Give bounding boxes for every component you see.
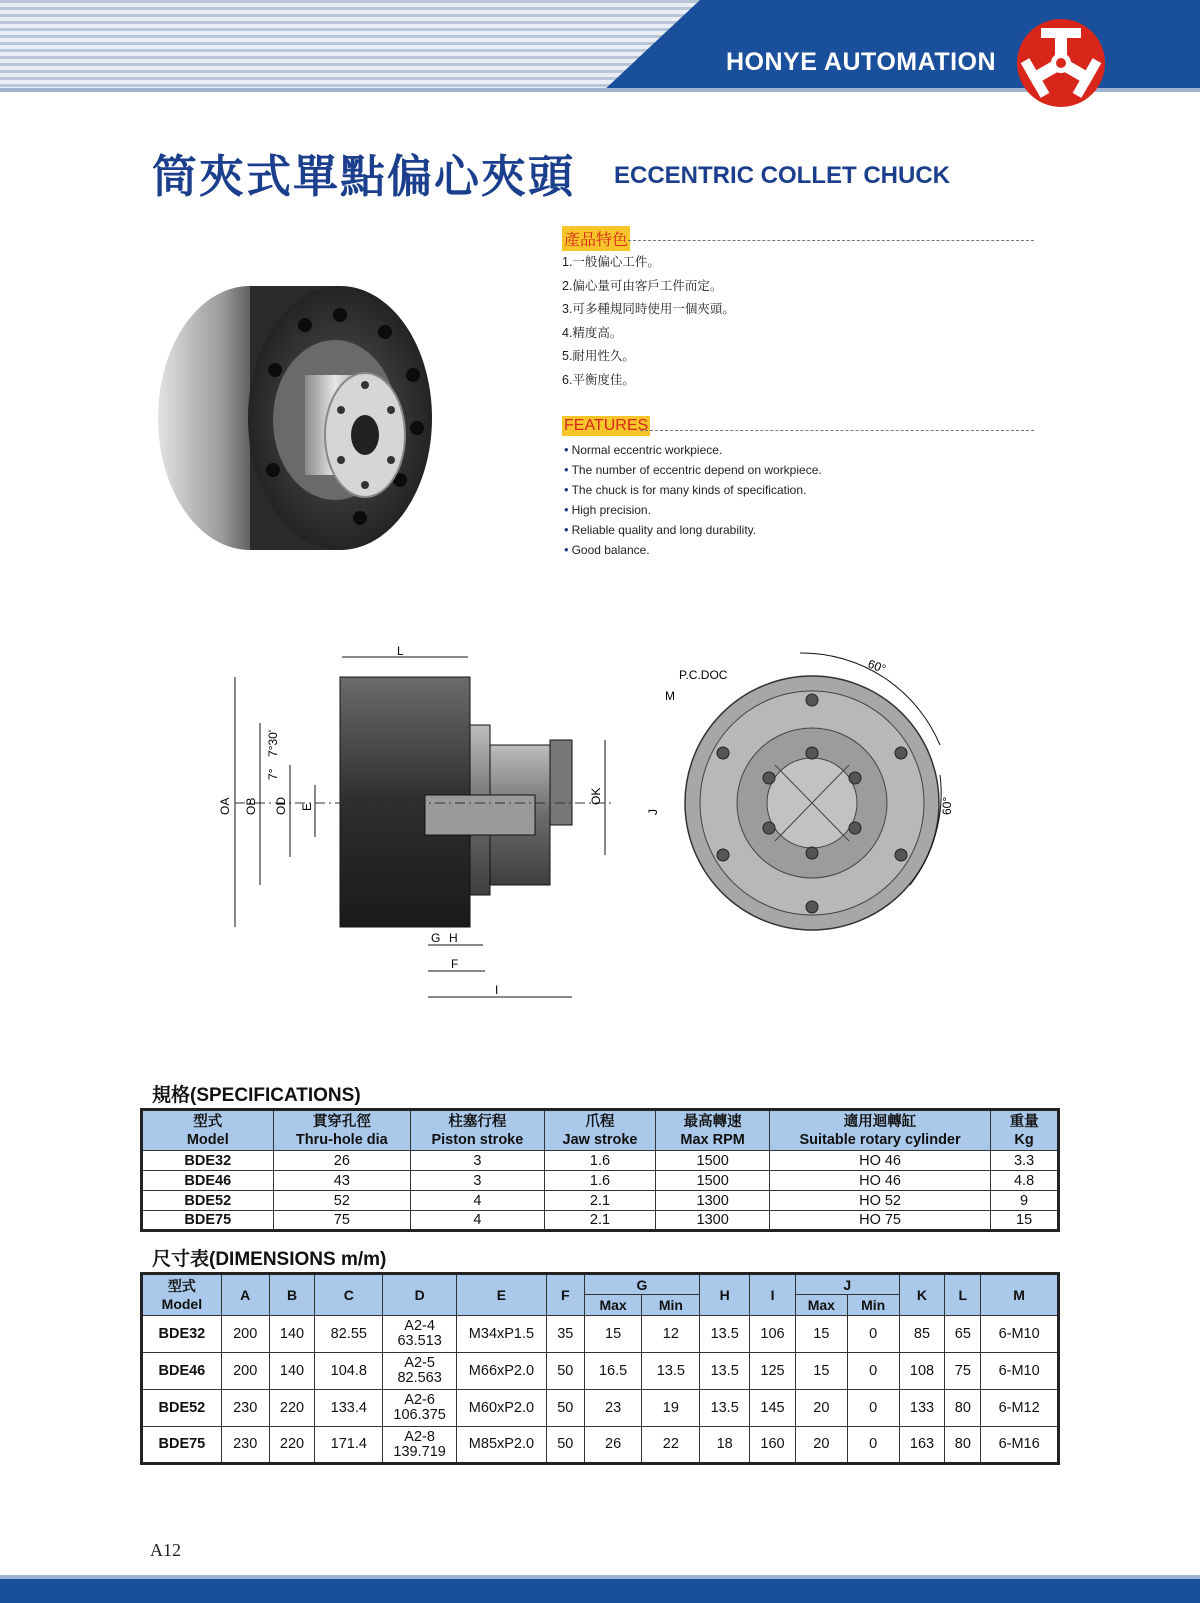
spec-cell-model: BDE75 [142, 1211, 274, 1231]
feature-zh-item: 2.偏心量可由客戶工件而定。 [562, 278, 723, 293]
dim-header-e: E [457, 1274, 547, 1316]
spec-cell: 26 [273, 1151, 411, 1171]
spec-cell: 1300 [656, 1211, 770, 1231]
dim-cell: 104.8 [315, 1353, 383, 1390]
table-row [142, 1390, 1059, 1427]
dim-cell: 171.4 [315, 1427, 383, 1464]
spec-cell: HO 46 [769, 1151, 990, 1171]
dim-cell: 0 [847, 1316, 899, 1353]
page-title-zh: 筒夾式單點偏心夾頭 [152, 151, 576, 202]
spec-header-thru-hole: 貫穿孔徑 Thru-hole dia [273, 1110, 411, 1151]
front-label-j: J [646, 809, 660, 815]
spec-cell: 3 [411, 1151, 545, 1171]
dim-header-b: B [269, 1274, 315, 1316]
dim-cell: 15 [795, 1316, 847, 1353]
spec-cell: 3 [411, 1171, 545, 1191]
dim-cell: 108 [899, 1353, 945, 1390]
table-row [142, 1211, 1059, 1231]
features-en-label: FEATURES [564, 417, 649, 434]
spec-cell: 1500 [656, 1171, 770, 1191]
page-title-en: ECCENTRIC COLLET CHUCK [614, 162, 950, 189]
table-row [142, 1427, 1059, 1464]
dim-header-m: M [981, 1274, 1059, 1316]
feature-zh-item: 6.平衡度佳。 [562, 372, 635, 387]
dim-cell: 26 [584, 1427, 642, 1464]
dim-cell: 220 [269, 1390, 315, 1427]
spec-cell: 4 [411, 1211, 545, 1231]
dim-cell-d: A2-5 82.563 [383, 1353, 457, 1390]
dim-cell: 133.4 [315, 1390, 383, 1427]
table-row [142, 1151, 1059, 1171]
features-zh-label: 產品特色 [562, 226, 630, 251]
chuck-product-photo [155, 270, 455, 560]
page-number: A12 [150, 1540, 181, 1560]
dim-header-i: I [750, 1274, 796, 1316]
table-row [142, 1191, 1059, 1211]
spec-cell: 1.6 [544, 1151, 656, 1171]
spec-cell: 43 [273, 1171, 411, 1191]
dim-cell: 12 [642, 1316, 700, 1353]
dim-cell-model: BDE46 [142, 1353, 222, 1390]
dim-header-j-min: Min [847, 1295, 899, 1316]
dim-header-j: J [795, 1274, 899, 1295]
dim-cell-d: A2-4 63.513 [383, 1316, 457, 1353]
front-label-angle-side: 60° [940, 796, 954, 815]
dim-cell-d: A2-8 139.719 [383, 1427, 457, 1464]
dim-cell: 50 [546, 1427, 584, 1464]
dim-label-e: E [300, 802, 314, 811]
spec-header-piston-stroke: 柱塞行程 Piston stroke [411, 1110, 545, 1151]
dim-header-model: 型式 Model [142, 1274, 222, 1316]
table-row [142, 1171, 1059, 1191]
dim-label-h: H [449, 931, 458, 945]
features-en-divider [640, 430, 1034, 431]
dim-cell: M60xP2.0 [457, 1390, 547, 1427]
dim-cell: 133 [899, 1390, 945, 1427]
honye-logo-icon [1016, 18, 1106, 108]
dim-label-l: L [397, 644, 404, 658]
dim-cell: 13.5 [700, 1316, 750, 1353]
feature-en-item: • Normal eccentric workpiece. [564, 440, 822, 460]
dim-cell: 18 [700, 1427, 750, 1464]
dim-cell: 15 [795, 1353, 847, 1390]
spec-cell-model: BDE32 [142, 1151, 274, 1171]
dim-cell: 6-M16 [981, 1427, 1059, 1464]
table-row [142, 1353, 1059, 1390]
dim-header-k: K [899, 1274, 945, 1316]
dim-label-ob: OB [244, 797, 258, 815]
dim-cell: 230 [221, 1427, 269, 1464]
dim-cell: 80 [945, 1427, 981, 1464]
dim-cell: 0 [847, 1353, 899, 1390]
dim-label-g: G [431, 931, 441, 945]
front-label-angle-top: 60° [865, 656, 888, 677]
spec-header-rotary-cylinder: 適用迴轉缸 Suitable rotary cylinder [769, 1110, 990, 1151]
features-zh-divider [628, 240, 1034, 241]
spec-header-max-rpm: 最高轉速 Max RPM [656, 1110, 770, 1151]
dim-cell: 75 [945, 1353, 981, 1390]
spec-cell: 75 [273, 1211, 411, 1231]
dim-cell: M66xP2.0 [457, 1353, 547, 1390]
dim-cell: 85 [899, 1316, 945, 1353]
dim-cell: 20 [795, 1390, 847, 1427]
dim-cell: 200 [221, 1316, 269, 1353]
dim-label-angle2: 7°30' [266, 729, 280, 757]
dim-cell: 15 [584, 1316, 642, 1353]
spec-cell-model: BDE52 [142, 1191, 274, 1211]
dimensions-table [140, 1272, 1060, 1465]
features-en-list [564, 440, 822, 560]
front-label-pcdoc: P.C.DOC [679, 668, 728, 682]
front-view-drawing [646, 645, 985, 945]
feature-en-item: • The number of eccentric depend on workpiece. [564, 460, 822, 480]
dim-table-title: 尺寸表(DIMENSIONS m/m) [152, 1249, 387, 1270]
feature-zh-item: 5.耐用性久。 [562, 349, 635, 363]
spec-cell: 2.1 [544, 1211, 656, 1231]
feature-en-item: • Good balance. [564, 540, 822, 560]
spec-header-jaw-stroke: 爪程 Jaw stroke [544, 1110, 656, 1151]
dim-cell: 22 [642, 1427, 700, 1464]
dim-cell: 50 [546, 1390, 584, 1427]
dim-cell-d: A2-6 106.375 [383, 1390, 457, 1427]
dim-cell: 6-M10 [981, 1353, 1059, 1390]
feature-zh-item: 4.精度高。 [562, 325, 623, 340]
spec-cell: HO 52 [769, 1191, 990, 1211]
spec-cell: HO 75 [769, 1211, 990, 1231]
dim-label-oa: OA [218, 797, 232, 815]
dim-header-row [142, 1274, 1059, 1295]
dim-cell-model: BDE52 [142, 1390, 222, 1427]
feature-en-item: • The chuck is for many kinds of specification. [564, 480, 822, 500]
spec-cell: 2.1 [544, 1191, 656, 1211]
dim-cell: 16.5 [584, 1353, 642, 1390]
feature-en-item: • High precision. [564, 500, 822, 520]
spec-cell: 1.6 [544, 1171, 656, 1191]
spec-cell: HO 46 [769, 1171, 990, 1191]
dim-header-l: L [945, 1274, 981, 1316]
dim-cell: 13.5 [700, 1390, 750, 1427]
side-section-drawing [215, 645, 635, 1025]
dim-cell: 0 [847, 1427, 899, 1464]
dim-cell: 50 [546, 1353, 584, 1390]
dim-cell: 6-M10 [981, 1316, 1059, 1353]
spec-header-row [142, 1110, 1059, 1151]
dim-label-od: OD [274, 797, 288, 815]
header-stripes [0, 0, 700, 92]
spec-cell: 52 [273, 1191, 411, 1211]
dim-cell: 140 [269, 1316, 315, 1353]
dim-label-f: F [451, 957, 459, 971]
spec-cell: 3.3 [991, 1151, 1059, 1171]
spec-header-model: 型式 Model [142, 1110, 274, 1151]
dim-header-g-max: Max [584, 1295, 642, 1316]
specifications-table [140, 1108, 1060, 1232]
dim-cell: M85xP2.0 [457, 1427, 547, 1464]
spec-cell: 1300 [656, 1191, 770, 1211]
dim-cell: 65 [945, 1316, 981, 1353]
dim-label-ok: OK [589, 787, 603, 805]
feature-en-item: • Reliable quality and long durability. [564, 520, 822, 540]
dim-cell: 20 [795, 1427, 847, 1464]
spec-header-weight: 重量 Kg [991, 1110, 1059, 1151]
spec-cell-model: BDE46 [142, 1171, 274, 1191]
dim-header-f: F [546, 1274, 584, 1316]
dim-header-d: D [383, 1274, 457, 1316]
dim-header-g-min: Min [642, 1295, 700, 1316]
dim-header-h: H [700, 1274, 750, 1316]
dim-label-angle1: 7° [266, 768, 280, 780]
dim-label-i: I [495, 983, 499, 997]
spec-cell: 1500 [656, 1151, 770, 1171]
dim-cell: 0 [847, 1390, 899, 1427]
dim-cell-model: BDE75 [142, 1427, 222, 1464]
dim-cell: 80 [945, 1390, 981, 1427]
dim-cell: 6-M12 [981, 1390, 1059, 1427]
dim-cell: 35 [546, 1316, 584, 1353]
dim-cell: 140 [269, 1353, 315, 1390]
spec-table-title: 規格(SPECIFICATIONS) [152, 1085, 361, 1106]
dim-cell: 106 [750, 1316, 796, 1353]
dim-cell: 82.55 [315, 1316, 383, 1353]
dim-cell: 163 [899, 1427, 945, 1464]
dim-cell: 230 [221, 1390, 269, 1427]
footer-divider [0, 1575, 1200, 1579]
spec-cell: 4.8 [991, 1171, 1059, 1191]
spec-cell: 4 [411, 1191, 545, 1211]
dim-cell: 23 [584, 1390, 642, 1427]
dim-cell: 13.5 [700, 1353, 750, 1390]
brand-name: HONYE AUTOMATION [726, 48, 997, 76]
dim-cell: M34xP1.5 [457, 1316, 547, 1353]
dim-cell: 200 [221, 1353, 269, 1390]
dim-cell: 13.5 [642, 1353, 700, 1390]
feature-zh-item: 3.可多種規同時使用一個夾頭。 [562, 302, 735, 316]
table-row [142, 1316, 1059, 1353]
dim-cell: 145 [750, 1390, 796, 1427]
dim-header-a: A [221, 1274, 269, 1316]
features-zh-list [562, 251, 735, 392]
dim-header-c: C [315, 1274, 383, 1316]
feature-zh-item: 1.一般偏心工件。 [562, 255, 660, 269]
dim-cell: 160 [750, 1427, 796, 1464]
dim-cell: 220 [269, 1427, 315, 1464]
front-label-m: M [665, 689, 675, 703]
dim-cell-model: BDE32 [142, 1316, 222, 1353]
dim-cell: 19 [642, 1390, 700, 1427]
spec-cell: 9 [991, 1191, 1059, 1211]
dim-header-j-max: Max [795, 1295, 847, 1316]
dim-cell: 125 [750, 1353, 796, 1390]
dim-header-g: G [584, 1274, 700, 1295]
spec-cell: 15 [991, 1211, 1059, 1231]
footer-band [0, 1575, 1200, 1603]
